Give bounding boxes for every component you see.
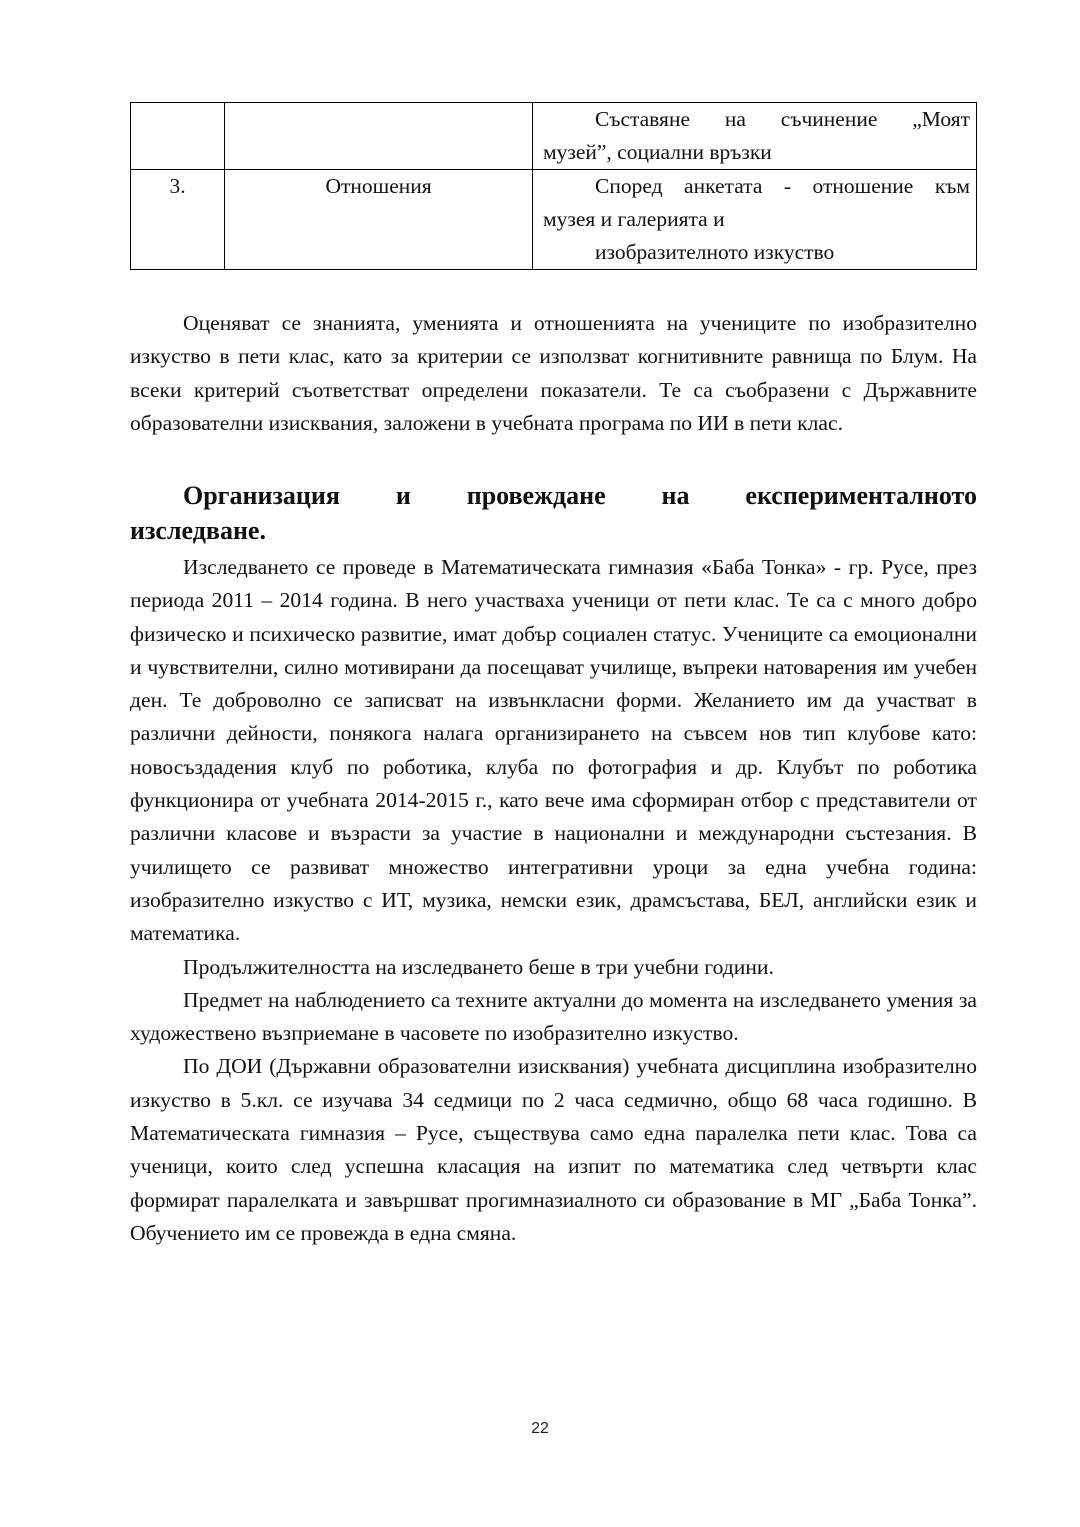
table-cell-number: 3. xyxy=(131,170,225,270)
table-row xyxy=(131,170,977,270)
table-cell-criterion xyxy=(225,103,533,170)
intro-text xyxy=(130,307,977,440)
section-heading-line: Организация и провеждане на експерименталното xyxy=(183,481,977,510)
paragraph: Оценяват се знанията, уменията и отношенията на учениците по изобразително изкуство в пети клас, като за критерии се използват когнитивните равнища по Блум. На всеки критерий съответстват определени показатели. Те са съобразени с Държавните образователни изисквания, заложени в учебната програма по ИИ в пети клас. xyxy=(130,311,977,435)
description-line: музея и галерията и xyxy=(542,207,725,231)
table-cell-number xyxy=(131,103,225,170)
table-cell-description xyxy=(532,170,976,270)
paragraph: Предмет на наблюдението са техните актуални до момента на изследването умения за художествено възприемане в часовете по изобразително изкуство. xyxy=(130,987,977,1046)
section-heading-line: изследване. xyxy=(130,516,266,545)
table-cell-criterion: Отношения xyxy=(225,170,533,270)
paragraph: По ДОИ (Държавни образователни изисквания) учебната дисциплина изобразително изкуство в 5.кл. се изучава 34 седмици по 2 часа седмично, общо 68 часа годишно. В Математическата гимназия – Русе, съществува само една паралелка пети клас. Това са ученици, които след успешна класация на изпит по математика след четвърти клас формират паралелката и завършват прогимназиалното си образование в МГ „Баба Тонка”. Обучението им се провежда в една смяна. xyxy=(130,1054,977,1245)
paragraph: Продължителността на изследването беше в три учебни години. xyxy=(183,954,774,979)
description-line: Според анкетата - отношение към xyxy=(594,174,970,198)
section-heading xyxy=(130,478,977,548)
page-number: 22 xyxy=(531,1420,549,1437)
body-text xyxy=(130,551,977,1250)
criteria-table xyxy=(130,102,977,270)
description-line: Съставяне на съчинение „Моят xyxy=(594,107,970,131)
table-cell-description xyxy=(532,103,976,170)
paragraph: Изследването се проведе в Математическата гимназия «Баба Тонка» - гр. Русе, през периода 2011 – 2014 година. В него участваха ученици от пети клас. Те са с много добро физическо и психическо развитие, имат добър социален статус. Учениците са емоционални и чувствителни, силно мотивирани да посещават училище, въпреки натоварения им учебен ден. Те доброволно се записват на извънкласни форми. Желанието им да участват в различни дейности, понякога налага организирането на съвсем нов тип клубове като: новосъздадения клуб по роботика, клуба по фотография и др. Клубът по роботика функционира от учебната 2014-2015 г., като вече има сформиран отбор с представители от различни класове и възрасти за участие в национални и международни състезания. В училището се развиват множество интегративни уроци за една учебна година: изобразително изкуство с ИТ, музика, немски език, драмсъстава, БЕЛ, английски език и математика. xyxy=(130,555,977,946)
table-row xyxy=(131,103,977,170)
description-line: изобразителното изкуство xyxy=(594,240,835,264)
description-line: музей”, социални връзки xyxy=(542,140,772,164)
